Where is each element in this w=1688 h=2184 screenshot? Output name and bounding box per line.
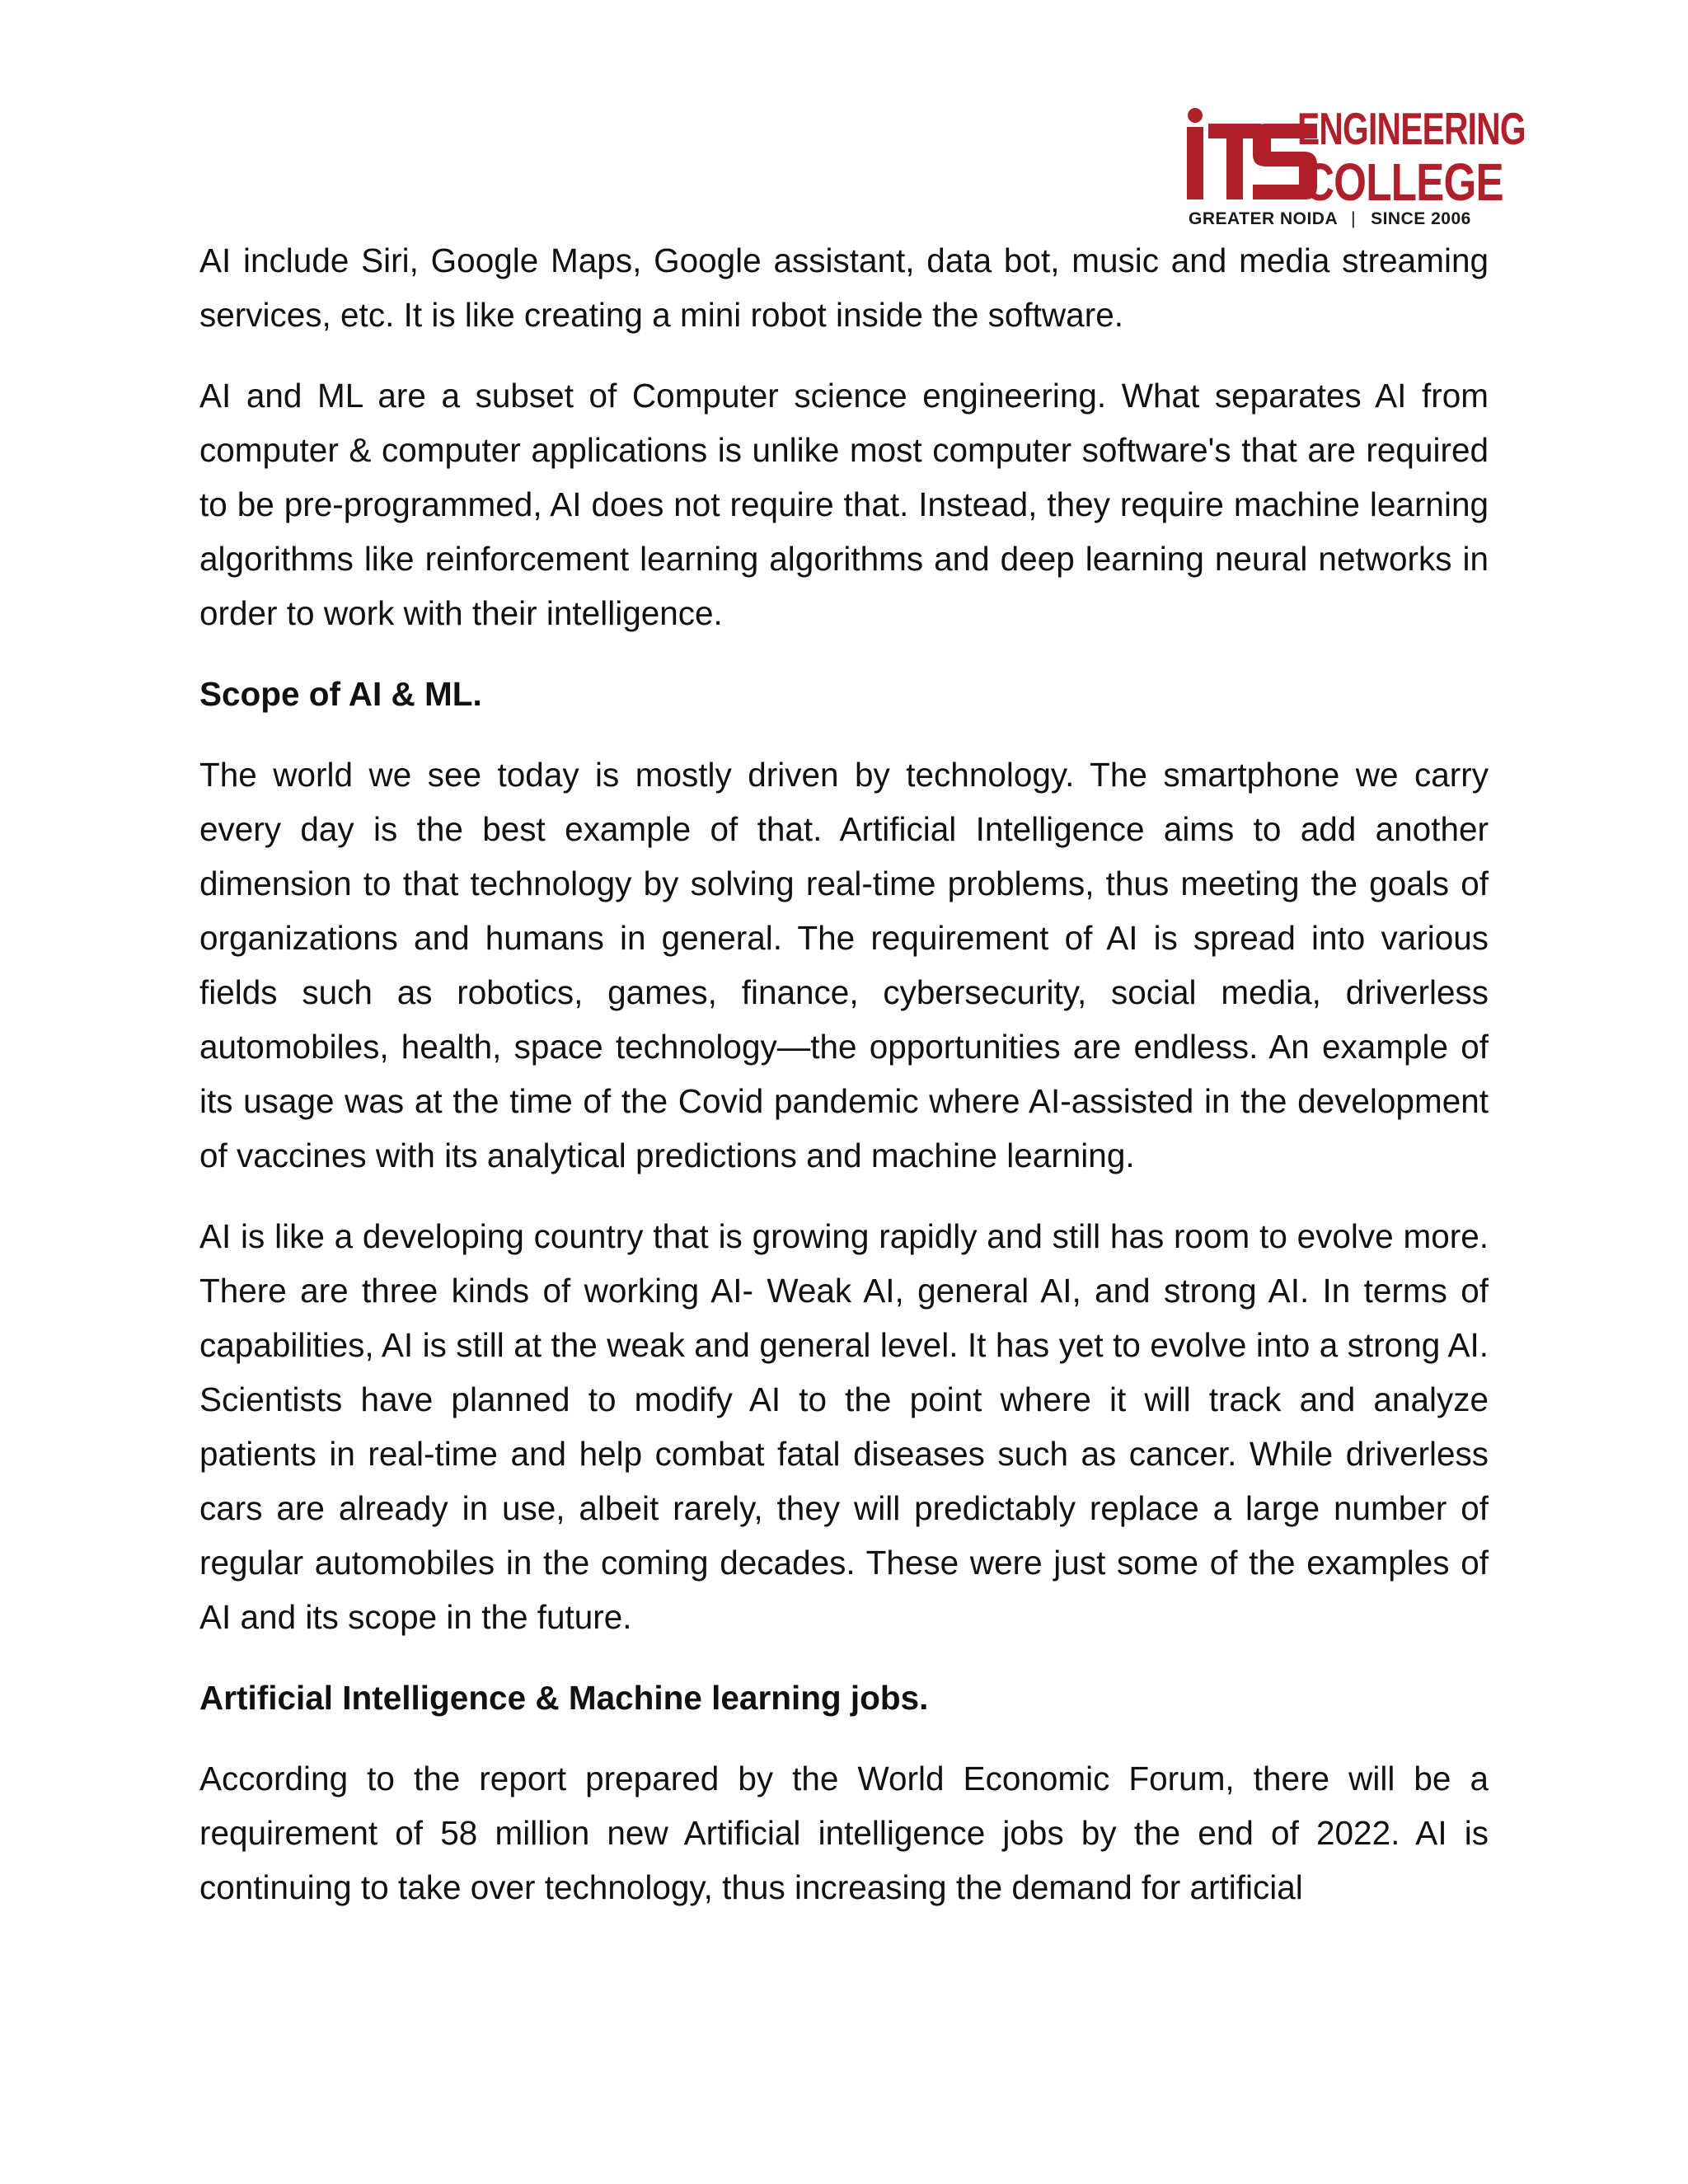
logo-word-college: COLLEGE	[1304, 152, 1503, 212]
heading-jobs: Artificial Intelligence & Machine learning jobs.	[199, 1679, 929, 1717]
paragraph-scope: The world we see today is mostly driven by technology. The smartphone we carry every day is the best example of that. Artificial Intelligence aims to add another dimension to that technology by solving real-time problems, thus meeting the goals of organizations and humans in general. The requirement of AI is spread into various fields such as robotics, games, finance, cybersecurity, social media, driverless automobiles, health, space technology—the opportunities are endless. An example of its usage was at the time of the Covid pandemic where AI-assisted in the development of vaccines with its analytical predictions and machine learning.	[199, 756, 1489, 1174]
paragraph-ai-ml-subset: AI and ML are a subset of Computer science engineering. What separates AI from computer & computer applications is unlike most computer software's that are required to be pre-programmed, AI does not require that. Instead, they require machine learning algorithms like reinforcement learning algorithms and deep learning neural networks in order to work with their intelligence.	[199, 377, 1489, 632]
paragraph-jobs: According to the report prepared by the World Economic Forum, there will be a requirement of 58 million new Artificial intelligence jobs by the end of 2022. AI is continuing to take over technology, thus increasing the demand for artificial	[199, 1760, 1489, 1906]
heading-scope: Scope of AI & ML.	[199, 675, 482, 713]
document-body	[199, 233, 1489, 1941]
paragraph-ai-examples: AI include Siri, Google Maps, Google assistant, data bot, music and media streaming services, etc. It is like creating a mini robot inside the software.	[199, 241, 1489, 334]
logo-separator: |	[1351, 209, 1357, 228]
college-logo	[1185, 103, 1526, 231]
logo-location: GREATER NOIDA	[1189, 209, 1339, 228]
logo-tagline	[1189, 209, 1482, 229]
logo-word-engineering: ENGINEERING	[1297, 103, 1526, 154]
logo-since: SINCE 2006	[1371, 209, 1471, 228]
paragraph-developing-country: AI is like a developing country that is growing rapidly and still has room to evolve more. There are three kinds of working AI- Weak AI, general AI, and strong AI. In terms of capabilities, AI is still at the weak and general level. It has yet to evolve into a strong AI. Scientists have planned to modify AI to the point where it will track and analyze patients in real-time and help combat fatal diseases such as cancer. While driverless cars are already in use, albeit rarely, they will predictably replace a large number of regular automobiles in the coming decades. These were just some of the examples of AI and its scope in the future.	[199, 1217, 1489, 1636]
